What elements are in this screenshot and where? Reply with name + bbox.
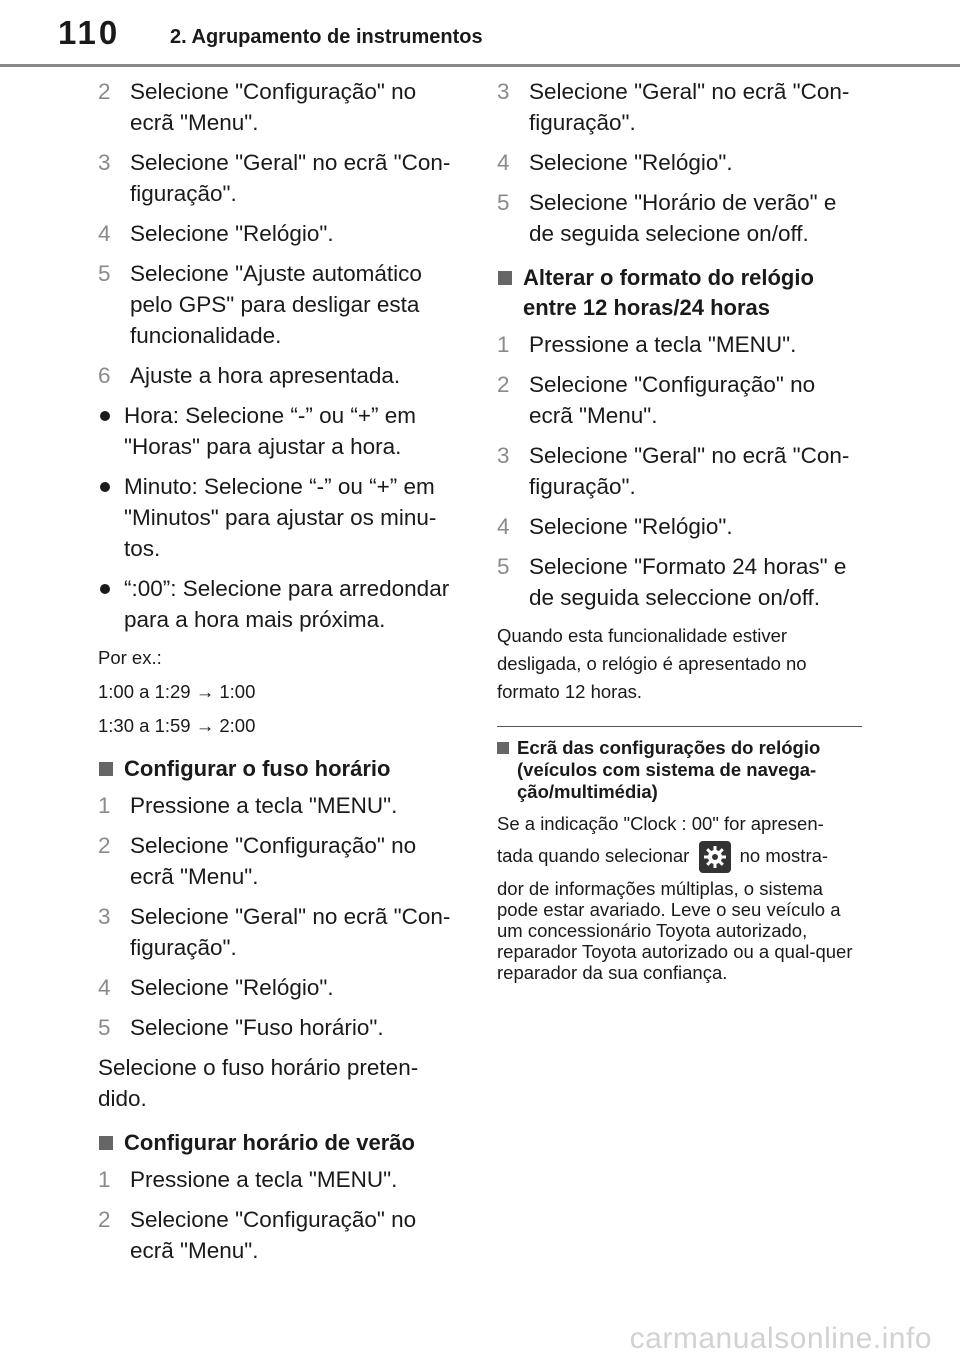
- section-heading-timezone: Configurar o fuso horário: [98, 754, 460, 784]
- step-item: 5 Selecione "Fuso horário".: [98, 1015, 384, 1040]
- note-line: Se a indicação "Clock : 00" for apresen-: [497, 813, 824, 834]
- step-item: 4 Selecione "Relógio".: [98, 975, 334, 1000]
- square-marker-icon: [99, 1136, 113, 1150]
- bullet-item: Minuto: Selecione “-” ou “+” em "Minutos" para ajustar os minu-tos.: [98, 471, 460, 564]
- note-paragraph: dor de informações múltiplas, o sistema pode estar avariado. Leve o seu veículo a um concessionário Toyota autorizado, reparador Toyota autorizado ou a qual-quer reparador da sua confiança.: [497, 878, 853, 983]
- step-item: 3 Selecione "Geral" no ecrã "Con-figuração".: [497, 79, 850, 135]
- section-heading-dst: Configurar horário de verão: [98, 1128, 460, 1158]
- step-item: 3 Selecione "Geral" no ecrã "Con-figuração".: [98, 150, 451, 206]
- left-column: [98, 76, 460, 1275]
- note-heading: Ecrã das configurações do relógio (veículos com sistema de navega-ção/multimédia): [497, 737, 862, 803]
- square-marker-icon: [498, 271, 512, 285]
- example-line: 1:30 a 1:59 → 2:00: [98, 715, 256, 736]
- watermark: carmanualsonline.info: [629, 1322, 932, 1355]
- step-item: 5 Selecione "Formato 24 horas" e de seguida seleccione on/off.: [497, 554, 847, 610]
- step-item: 4 Selecione "Relógio".: [497, 514, 733, 539]
- right-column: [497, 76, 862, 987]
- timezone-paragraph: Selecione o fuso horário preten-dido.: [98, 1055, 419, 1111]
- page-header: [0, 0, 960, 66]
- bullet-dot-icon: [100, 482, 110, 492]
- format-note: Quando esta funcionalidade estiver desligada, o relógio é apresentado no formato 12 horas.: [497, 625, 807, 702]
- example-line: 1:00 a 1:29 → 1:00: [98, 681, 256, 702]
- bullet-item: “:00”: Selecione para arredondar para a hora mais próxima.: [98, 573, 460, 635]
- step-item: 5 Selecione "Ajuste automático pelo GPS" para desligar esta funcionalidade.: [98, 261, 422, 348]
- step-item: 2 Selecione "Configuração" no ecrã "Menu".: [497, 372, 816, 428]
- step-item: 3 Selecione "Geral" no ecrã "Con-figuração".: [497, 443, 850, 499]
- bullet-dot-icon: [100, 584, 110, 594]
- step-item: 3 Selecione "Geral" no ecrã "Con-figuração".: [98, 904, 451, 960]
- step-item: 1 Pressione a tecla "MENU".: [98, 1167, 398, 1192]
- step-item: 2 Selecione "Configuração" no ecrã "Menu".: [98, 833, 417, 889]
- bullet-dot-icon: [100, 411, 110, 421]
- header-divider: [0, 64, 960, 67]
- square-marker-icon: [99, 762, 113, 776]
- step-item: 2 Selecione "Configuração" no ecrã "Menu".: [98, 79, 417, 135]
- section-heading-format: Alterar o formato do relógio entre 12 horas/24 horas: [497, 263, 862, 323]
- note-divider: [497, 726, 862, 727]
- bullet-item: Hora: Selecione “-” ou “+” em "Horas" para ajustar a hora.: [98, 400, 460, 462]
- example-label: Por ex.:: [98, 647, 162, 668]
- square-marker-icon: [497, 742, 509, 754]
- page-number: 110: [58, 14, 121, 51]
- step-item: 1 Pressione a tecla "MENU".: [497, 332, 797, 357]
- note-line-with-icon: tada quando selecionar no mostra-: [497, 838, 862, 874]
- step-item: 5 Selecione "Horário de verão" e de seguida selecione on/off.: [497, 190, 837, 246]
- gear-icon: [699, 841, 731, 873]
- step-item: 6 Ajuste a hora apresentada.: [98, 363, 401, 388]
- step-item: 4 Selecione "Relógio".: [497, 150, 733, 175]
- step-item: 1 Pressione a tecla "MENU".: [98, 793, 398, 818]
- chapter-title: 2. Agrupamento de instrumentos: [170, 26, 483, 48]
- step-item: 4 Selecione "Relógio".: [98, 221, 334, 246]
- step-item: 2 Selecione "Configuração" no ecrã "Menu".: [98, 1207, 417, 1263]
